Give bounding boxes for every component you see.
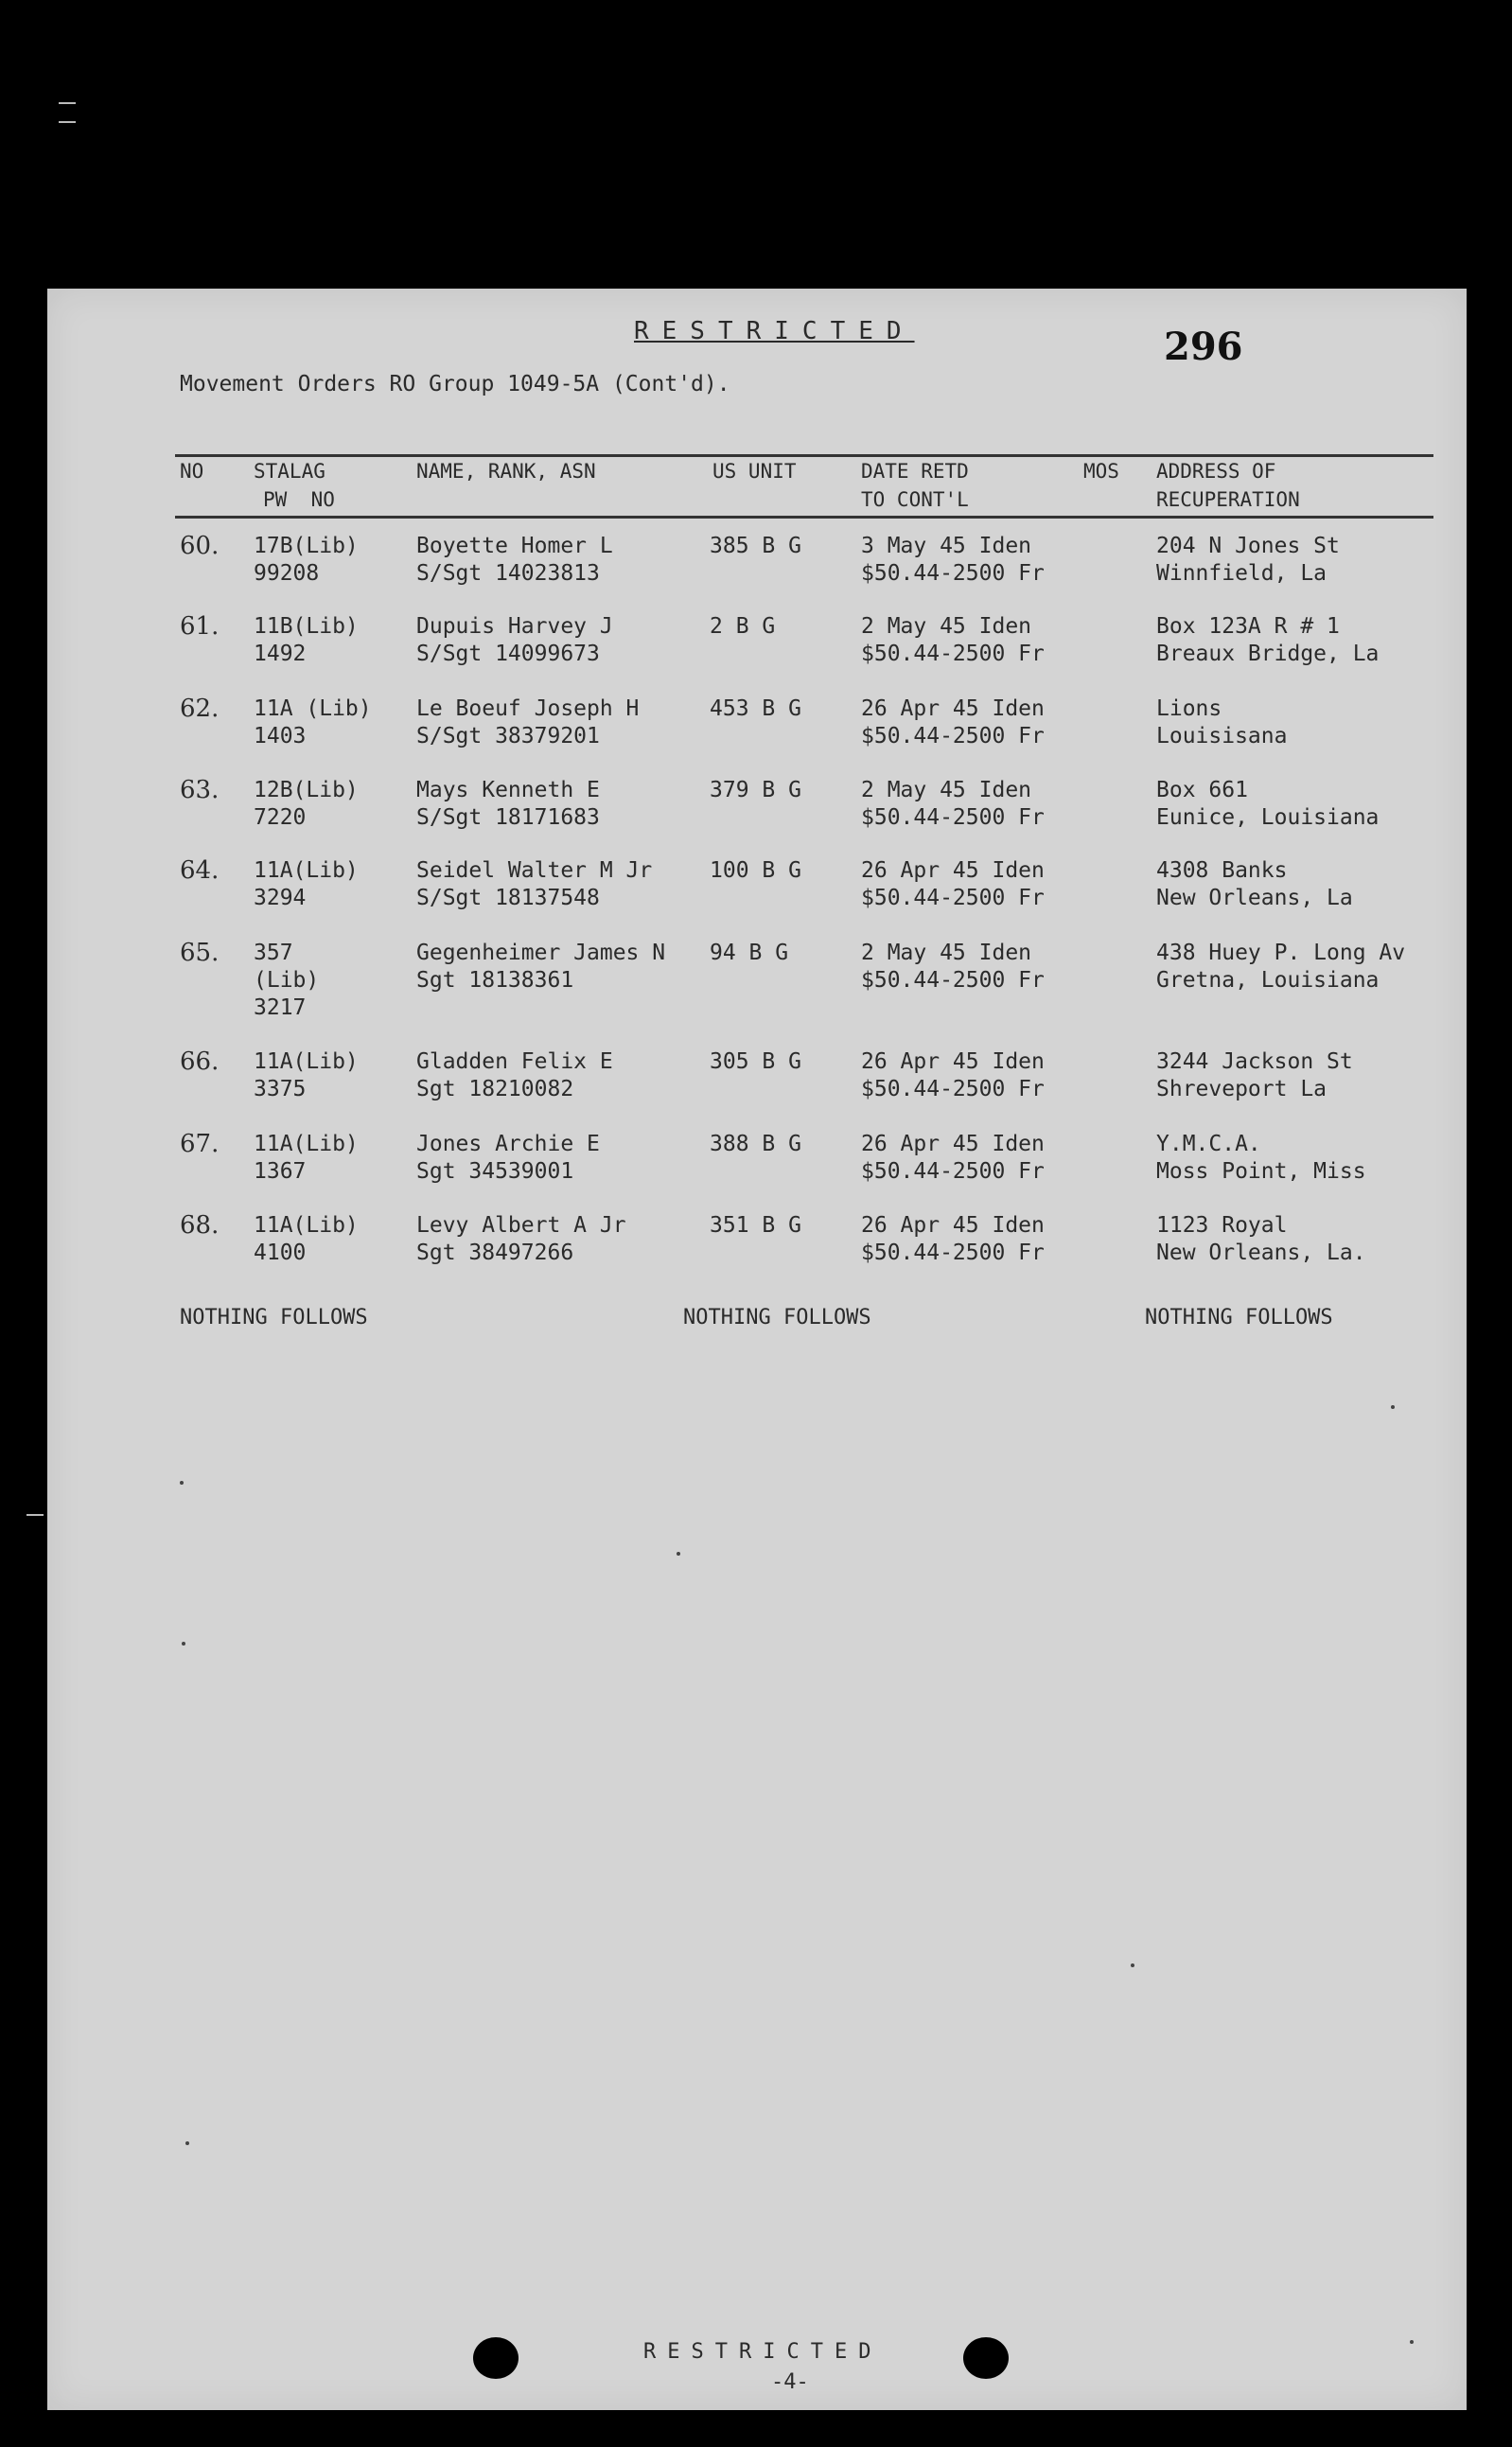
stalag-pw-no bbox=[254, 1048, 359, 1103]
recuperation-address bbox=[1156, 777, 1379, 832]
name-rank-asn-line: Boyette Homer L bbox=[416, 534, 613, 558]
name-rank-asn-line: Gladden Felix E bbox=[416, 1049, 613, 1074]
row-number: 65. bbox=[180, 939, 220, 967]
paper-speck bbox=[1391, 1405, 1395, 1409]
row-number: 60. bbox=[180, 532, 220, 560]
recuperation-address bbox=[1156, 857, 1353, 912]
name-rank-asn bbox=[416, 1048, 613, 1103]
table-row bbox=[47, 533, 1467, 608]
recuperation-address-line: New Orleans, La bbox=[1156, 886, 1353, 910]
stalag-pw-no-line: 7220 bbox=[254, 805, 307, 830]
date-returned bbox=[861, 857, 1045, 912]
name-rank-asn bbox=[416, 1131, 600, 1186]
name-rank-asn-line: Seidel Walter M Jr bbox=[416, 858, 653, 883]
margin-mark bbox=[26, 1514, 44, 1516]
date-returned-line: $50.44-2500 Fr bbox=[861, 1077, 1045, 1101]
stalag-pw-no bbox=[254, 857, 359, 912]
date-returned bbox=[861, 777, 1045, 832]
date-returned bbox=[861, 695, 1045, 750]
date-returned-line: $50.44-2500 Fr bbox=[861, 724, 1045, 748]
stalag-pw-no-line: 1367 bbox=[254, 1159, 307, 1184]
name-rank-asn-line: S/Sgt 38379201 bbox=[416, 724, 600, 748]
table-row bbox=[47, 939, 1467, 1020]
date-returned-line: 26 Apr 45 Iden bbox=[861, 858, 1045, 883]
us-unit: 94 B G bbox=[710, 941, 789, 965]
recuperation-address-line: 204 N Jones St bbox=[1156, 534, 1340, 558]
date-returned-line: 26 Apr 45 Iden bbox=[861, 1213, 1045, 1238]
margin-mark bbox=[59, 102, 76, 104]
recuperation-address bbox=[1156, 940, 1405, 995]
stalag-pw-no bbox=[254, 695, 372, 750]
recuperation-address-line: 4308 Banks bbox=[1156, 858, 1288, 883]
col-address-2: RECUPERATION bbox=[1156, 488, 1300, 511]
stalag-pw-no bbox=[254, 777, 359, 832]
recuperation-address bbox=[1156, 695, 1287, 750]
name-rank-asn-line: Sgt 18138361 bbox=[416, 968, 574, 993]
table-row bbox=[47, 695, 1467, 771]
recuperation-address-line: Winnfield, La bbox=[1156, 561, 1327, 586]
paper-speck bbox=[1410, 2340, 1414, 2344]
date-returned-line: 26 Apr 45 Iden bbox=[861, 1049, 1045, 1074]
col-unit: US UNIT bbox=[712, 460, 797, 483]
name-rank-asn-line: Sgt 34539001 bbox=[416, 1159, 574, 1184]
paper-speck bbox=[1131, 1963, 1134, 1967]
footer-restricted: RESTRICTED bbox=[643, 2340, 883, 2364]
recuperation-address bbox=[1156, 1131, 1366, 1186]
recuperation-address-line: New Orleans, La. bbox=[1156, 1241, 1366, 1265]
stalag-pw-no bbox=[254, 940, 319, 1022]
col-stalag: STALAG bbox=[254, 460, 325, 483]
col-date-2: TO CONT'L bbox=[861, 488, 969, 511]
table-header-rule bbox=[175, 516, 1433, 519]
us-unit: 305 B G bbox=[710, 1049, 801, 1074]
recuperation-address bbox=[1156, 1212, 1366, 1267]
document-subtitle: Movement Orders RO Group 1049-5A (Cont'd). bbox=[180, 372, 730, 396]
name-rank-asn-line: Mays Kenneth E bbox=[416, 778, 600, 802]
stalag-pw-no-line: 11A(Lib) bbox=[254, 858, 359, 883]
row-number: 66. bbox=[180, 1047, 220, 1076]
us-unit: 385 B G bbox=[710, 534, 801, 558]
us-unit: 2 B G bbox=[710, 614, 776, 639]
punch-hole bbox=[963, 2337, 1009, 2379]
name-rank-asn bbox=[416, 940, 665, 995]
recuperation-address-line: Box 661 bbox=[1156, 778, 1248, 802]
table-row bbox=[47, 777, 1467, 853]
stalag-pw-no-line: 3294 bbox=[254, 886, 307, 910]
stalag-pw-no bbox=[254, 613, 359, 668]
col-date: DATE RETD bbox=[861, 460, 969, 483]
stalag-pw-no-line: 12B(Lib) bbox=[254, 778, 359, 802]
stalag-pw-no-line: 3217 bbox=[254, 995, 307, 1020]
name-rank-asn-line: Levy Albert A Jr bbox=[416, 1213, 626, 1238]
table-row bbox=[47, 613, 1467, 689]
page-number: 296 bbox=[1164, 325, 1243, 369]
table-row bbox=[47, 857, 1467, 933]
row-number: 62. bbox=[180, 695, 220, 723]
stalag-pw-no-line: (Lib) bbox=[254, 968, 320, 993]
us-unit: 379 B G bbox=[710, 778, 801, 802]
col-pw-no: PW NO bbox=[263, 488, 335, 511]
name-rank-asn-line: Sgt 38497266 bbox=[416, 1241, 574, 1265]
name-rank-asn bbox=[416, 1212, 626, 1267]
date-returned bbox=[861, 1048, 1045, 1103]
stalag-pw-no-line: 4100 bbox=[254, 1241, 307, 1265]
us-unit: 100 B G bbox=[710, 858, 801, 883]
date-returned-line: 2 May 45 Iden bbox=[861, 778, 1032, 802]
name-rank-asn-line: S/Sgt 14023813 bbox=[416, 561, 600, 586]
name-rank-asn-line: Dupuis Harvey J bbox=[416, 614, 613, 639]
paper-speck bbox=[677, 1552, 680, 1556]
stalag-pw-no-line: 11A(Lib) bbox=[254, 1132, 359, 1156]
date-returned-line: 3 May 45 Iden bbox=[861, 534, 1032, 558]
name-rank-asn-line: S/Sgt 18137548 bbox=[416, 886, 600, 910]
paper-speck bbox=[180, 1481, 184, 1485]
margin-mark bbox=[59, 121, 76, 123]
name-rank-asn bbox=[416, 695, 639, 750]
table-row bbox=[47, 1131, 1467, 1206]
nothing-follows-right: NOTHING FOLLOWS bbox=[1145, 1306, 1333, 1329]
nothing-follows-center: NOTHING FOLLOWS bbox=[683, 1306, 871, 1329]
date-returned bbox=[861, 1131, 1045, 1186]
date-returned-line: $50.44-2500 Fr bbox=[861, 805, 1045, 830]
date-returned bbox=[861, 613, 1045, 668]
date-returned-line: $50.44-2500 Fr bbox=[861, 886, 1045, 910]
us-unit: 388 B G bbox=[710, 1132, 801, 1156]
name-rank-asn bbox=[416, 857, 652, 912]
stalag-pw-no-line: 1403 bbox=[254, 724, 307, 748]
date-returned bbox=[861, 940, 1045, 995]
stalag-pw-no-line: 357 bbox=[254, 941, 293, 965]
col-address: ADDRESS OF bbox=[1156, 460, 1276, 483]
stalag-pw-no-line: 11A(Lib) bbox=[254, 1049, 359, 1074]
date-returned-line: $50.44-2500 Fr bbox=[861, 1241, 1045, 1265]
date-returned-line: $50.44-2500 Fr bbox=[861, 642, 1045, 666]
stalag-pw-no bbox=[254, 533, 359, 588]
recuperation-address-line: 438 Huey P. Long Av bbox=[1156, 941, 1406, 965]
date-returned-line: 26 Apr 45 Iden bbox=[861, 1132, 1045, 1156]
table-row bbox=[47, 1048, 1467, 1124]
recuperation-address-line: Box 123A R # 1 bbox=[1156, 614, 1340, 639]
col-no: NO bbox=[180, 460, 204, 483]
document-page bbox=[47, 289, 1467, 2410]
recuperation-address-line: 3244 Jackson St bbox=[1156, 1049, 1353, 1074]
paper-speck bbox=[185, 2141, 189, 2145]
us-unit: 453 B G bbox=[710, 696, 801, 721]
stalag-pw-no-line: 11A (Lib) bbox=[254, 696, 372, 721]
col-mos: MOS bbox=[1083, 460, 1119, 483]
row-number: 64. bbox=[180, 856, 220, 885]
date-returned bbox=[861, 1212, 1045, 1267]
row-number: 63. bbox=[180, 776, 220, 804]
stalag-pw-no-line: 11B(Lib) bbox=[254, 614, 359, 639]
stalag-pw-no-line: 3375 bbox=[254, 1077, 307, 1101]
date-returned-line: 2 May 45 Iden bbox=[861, 941, 1032, 965]
date-returned-line: $50.44-2500 Fr bbox=[861, 968, 1045, 993]
recuperation-address-line: Eunice, Louisiana bbox=[1156, 805, 1380, 830]
stalag-pw-no bbox=[254, 1131, 359, 1186]
header-restricted: RESTRICTED bbox=[634, 317, 915, 345]
recuperation-address bbox=[1156, 533, 1340, 588]
table-row bbox=[47, 1212, 1467, 1288]
paper-speck bbox=[182, 1642, 185, 1646]
stalag-pw-no-line: 1492 bbox=[254, 642, 307, 666]
recuperation-address bbox=[1156, 1048, 1353, 1103]
name-rank-asn-line: Jones Archie E bbox=[416, 1132, 600, 1156]
col-name: NAME, RANK, ASN bbox=[416, 460, 596, 483]
name-rank-asn bbox=[416, 613, 613, 668]
footer-page-number: -4- bbox=[771, 2370, 809, 2394]
stalag-pw-no-line: 11A(Lib) bbox=[254, 1213, 359, 1238]
row-number: 68. bbox=[180, 1211, 220, 1240]
date-returned-line: 2 May 45 Iden bbox=[861, 614, 1032, 639]
stalag-pw-no bbox=[254, 1212, 359, 1267]
recuperation-address-line: Lions bbox=[1156, 696, 1222, 721]
recuperation-address-line: Louisisana bbox=[1156, 724, 1288, 748]
stalag-pw-no-line: 17B(Lib) bbox=[254, 534, 359, 558]
name-rank-asn-line: S/Sgt 14099673 bbox=[416, 642, 600, 666]
name-rank-asn bbox=[416, 533, 613, 588]
recuperation-address-line: Y.M.C.A. bbox=[1156, 1132, 1261, 1156]
row-number: 67. bbox=[180, 1130, 220, 1158]
date-returned-line: 26 Apr 45 Iden bbox=[861, 696, 1045, 721]
date-returned bbox=[861, 533, 1045, 588]
recuperation-address-line: 1123 Royal bbox=[1156, 1213, 1288, 1238]
recuperation-address-line: Breaux Bridge, La bbox=[1156, 642, 1380, 666]
date-returned-line: $50.44-2500 Fr bbox=[861, 561, 1045, 586]
date-returned-line: $50.44-2500 Fr bbox=[861, 1159, 1045, 1184]
punch-hole bbox=[473, 2337, 519, 2379]
recuperation-address-line: Shreveport La bbox=[1156, 1077, 1327, 1101]
row-number: 61. bbox=[180, 612, 220, 641]
recuperation-address-line: Moss Point, Miss bbox=[1156, 1159, 1366, 1184]
us-unit: 351 B G bbox=[710, 1213, 801, 1238]
name-rank-asn-line: Gegenheimer James N bbox=[416, 941, 666, 965]
recuperation-address-line: Gretna, Louisiana bbox=[1156, 968, 1380, 993]
recuperation-address bbox=[1156, 613, 1379, 668]
name-rank-asn-line: Le Boeuf Joseph H bbox=[416, 696, 640, 721]
name-rank-asn-line: S/Sgt 18171683 bbox=[416, 805, 600, 830]
name-rank-asn-line: Sgt 18210082 bbox=[416, 1077, 574, 1101]
name-rank-asn bbox=[416, 777, 600, 832]
nothing-follows-left: NOTHING FOLLOWS bbox=[180, 1306, 368, 1329]
stalag-pw-no-line: 99208 bbox=[254, 561, 320, 586]
